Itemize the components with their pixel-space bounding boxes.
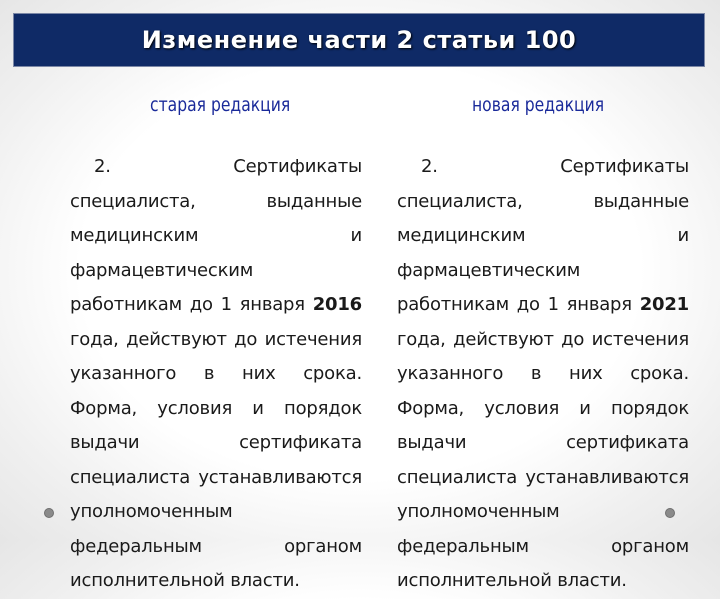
title-bar: [13, 13, 705, 67]
new-text-before-year: 2. Сертификаты специалиста, выданные медицинским и фармацевтическим работникам до 1 января: [397, 156, 689, 315]
old-paragraph: [70, 150, 362, 599]
new-year: 2021: [639, 294, 689, 315]
new-version-text: [397, 150, 689, 599]
bullet-dot-right: [665, 508, 675, 518]
old-year: 2016: [312, 294, 362, 315]
bullet-dot-left: [44, 508, 54, 518]
new-version-heading: новая редакция: [472, 94, 605, 116]
old-text-after-year: года, действуют до истечения указанного в них срока. Форма, условия и порядок выдачи сертификата специалиста устанавливаются уполномоченным федеральным органом исполнительной власти.: [70, 328, 362, 591]
old-version-text: [70, 150, 362, 599]
new-text-after-year: года, действуют до истечения указанного в них срока. Форма, условия и порядок выдачи сертификата специалиста устанавливаются уполномоченным федеральным органом исполнительной власти.: [397, 328, 689, 591]
old-version-heading: старая редакция: [150, 94, 291, 116]
slide-title: Изменение части 2 статьи 100: [141, 26, 577, 54]
new-paragraph: [397, 150, 689, 599]
old-text-before-year: 2. Сертификаты специалиста, выданные медицинским и фармацевтическим работникам до 1 января: [70, 156, 362, 315]
